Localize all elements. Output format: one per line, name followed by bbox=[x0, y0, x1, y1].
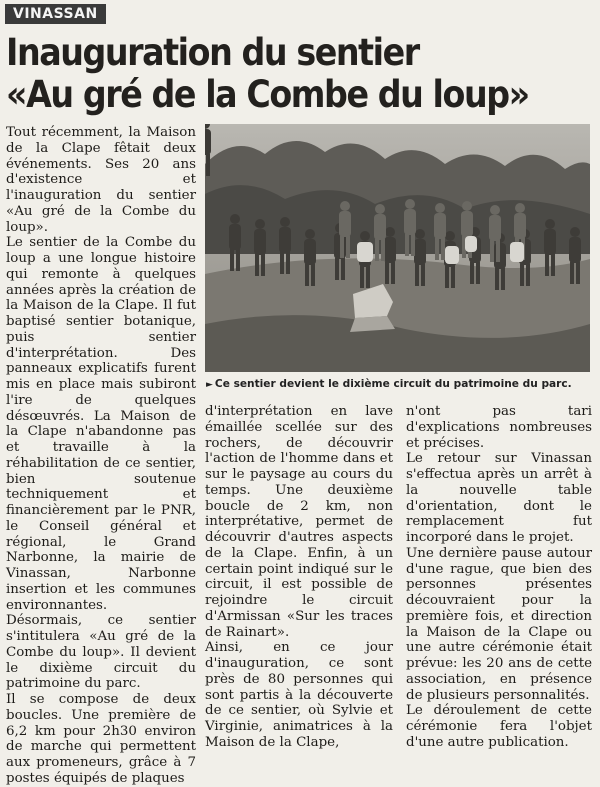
photo-caption bbox=[206, 377, 591, 392]
paragraph: Le retour sur Vinassan s'effectua après un arrêt à la nouvelle table d'orientation, dont le remplacement fut incorporé dans le projet. bbox=[406, 451, 592, 545]
paragraph: d'interprétation en lave émaillée scellée sur des rochers, de découvrir l'action de l'homme dans et sur le paysage au cours du temps. Une deuxième boucle de 2 km, non interprétative, permet de découvrir d'autres aspects de la Clape. Enfin, à un certain point indiqué sur le circuit, il est possible de rejoindre le circuit d'Armissan «Sur les traces de Rainart». bbox=[205, 404, 393, 640]
paragraph: n'ont pas tari d'explications nombreuses et précises. bbox=[406, 404, 592, 451]
paragraph: Désormais, ce sentier s'intitulera «Au gré de la Combe du loup». Il devient le dixième circuit du patrimoine du parc. bbox=[6, 613, 196, 692]
article-column-3 bbox=[406, 404, 592, 751]
paragraph: Il se compose de deux boucles. Une première de 6,2 km pour 2h30 environ de marche qui permettent aux promeneurs, grâce à 7 postes équipés de plaques bbox=[6, 692, 196, 786]
article-column-1 bbox=[6, 125, 196, 787]
article-column-2 bbox=[205, 404, 393, 751]
paragraph: Ainsi, en ce jour d'inauguration, ce sont près de 80 personnes qui sont partis à la découverte de ce sentier, où Sylvie et Virginie, animatrices à la Maison de la Clape, bbox=[205, 640, 393, 750]
paragraph: Le sentier de la Combe du loup a une longue histoire qui remonte à quelques années après la création de la Maison de la Clape. Il fut baptisé sentier botanique, puis sentier d'interprétation. Des panneaux explicatifs furent mis en place mais subiront l'ire de quelques désœuvrés. La Maison de la Clape n'abandonne pas et travaille à la réhabilitation de ce sentier, bien soutenue techniquement et financièrement par le PNR, le Conseil général et régional, le Grand Narbonne, la mairie de Vinassan, Narbonne insertion et les communes environnantes. bbox=[6, 235, 196, 613]
photo-hikers-image bbox=[205, 124, 590, 372]
group-photo bbox=[205, 124, 590, 372]
caption-arrow-icon: ► bbox=[206, 380, 213, 390]
caption-text: Ce sentier devient le dixième circuit du patrimoine du parc. bbox=[214, 378, 572, 390]
paragraph: Une dernière pause autour d'une rague, que bien des personnes présentes découvraient pour la première fois, et direction la Maison de la Clape ou une autre cérémonie était prévue: les 20 ans de cette association, en présence de plusieurs personnalités. bbox=[406, 545, 592, 703]
paragraph: Tout récemment, la Maison de la Clape fêtait deux événements. Ses 20 ans d'existence et l'inauguration du sentier «Au gré de la Combe du loup». bbox=[6, 125, 196, 235]
headline-line-2: «Au gré de la Combe du loup» bbox=[6, 73, 529, 116]
section-kicker: VINASSAN bbox=[5, 4, 106, 24]
headline bbox=[6, 32, 537, 116]
paragraph: Le déroulement de cette cérémonie fera l'objet d'une autre publication. bbox=[406, 703, 592, 750]
headline-line-1: Inauguration du sentier bbox=[6, 31, 419, 74]
